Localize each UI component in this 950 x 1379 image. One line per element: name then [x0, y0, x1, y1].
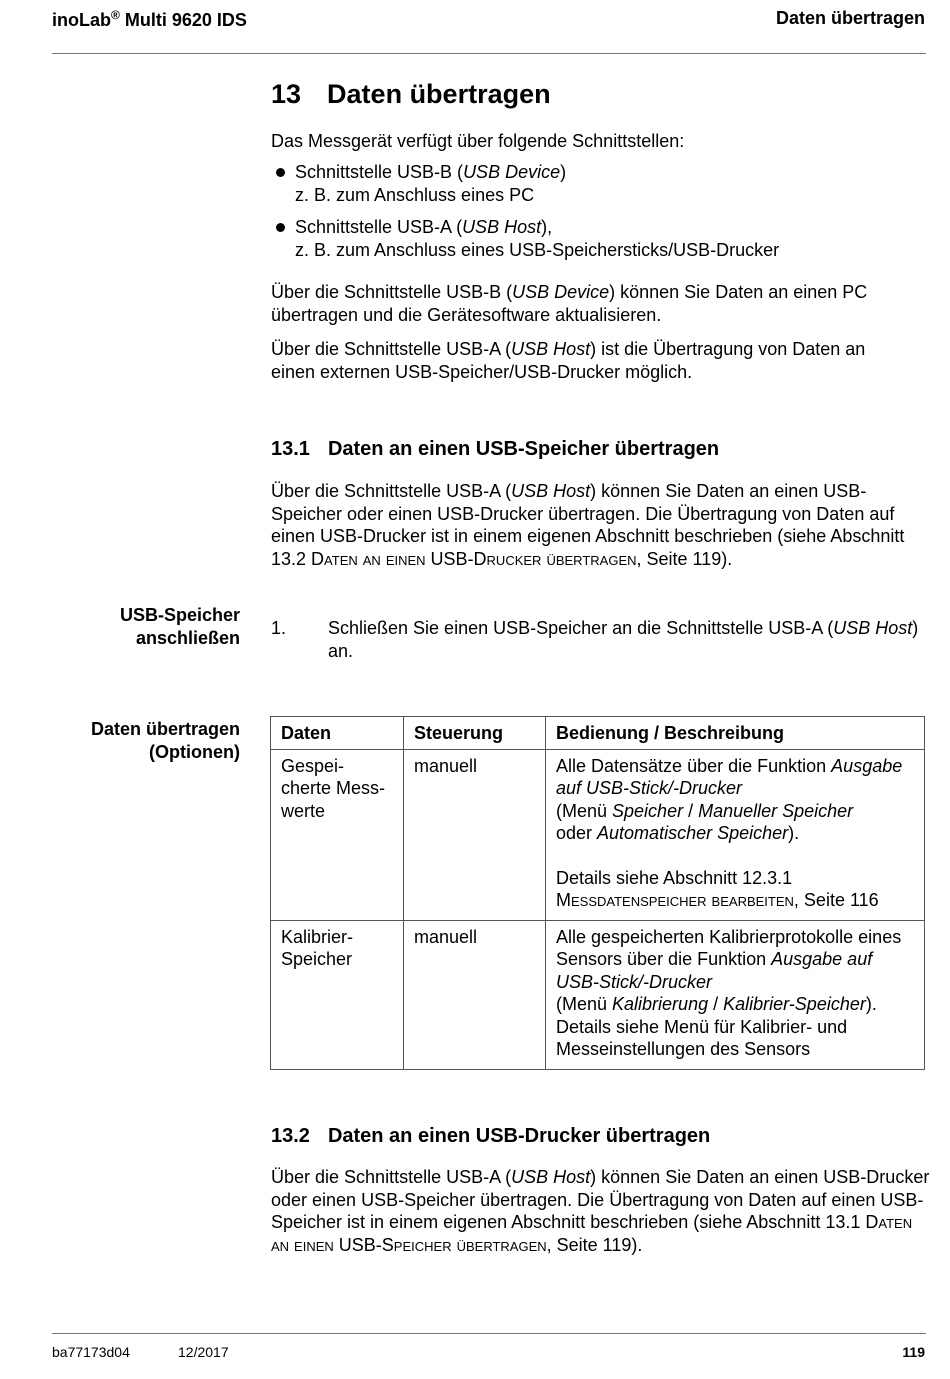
footer-date: 12/2017	[178, 1344, 229, 1360]
table-row	[271, 749, 925, 920]
subsection-heading-13-2: 13.2 Daten an einen USB-Drucker übertragen	[271, 1125, 711, 1147]
bullet-icon	[276, 168, 285, 177]
cell-control: manuell	[404, 920, 546, 1069]
cell-description: Alle gespeicherten Kalibrierprotokolle eines Sensors über die Funktion Ausgabe auf USB-Stick/-Drucker (Menü Kalibrierung / Kalibrier-Speicher). Details siehe Menü für Kalibrier- und Messeinstellungen des Sensors	[546, 920, 925, 1069]
paragraph-13-2: Über die Schnittstelle USB-A (USB Host) können Sie Daten an einen USB-Drucker oder einen USB-Speicher übertragen. Die Übertragung von Daten auf einen USB-Speicher ist in einem eigenen Abschnitt beschrieben (siehe Abschnitt 13.1 Daten an einen USB-Speicher übertragen, Seite 119).	[271, 1167, 930, 1255]
options-table	[270, 716, 925, 1070]
side-heading-options: Daten übertragen (Optionen)	[90, 719, 240, 762]
footer-rule	[52, 1333, 926, 1334]
cell-data: Gespei- cherte Mess- werte	[271, 749, 404, 920]
header-steuerung: Steuerung	[404, 717, 546, 750]
table-row	[271, 920, 925, 1069]
header-product: inoLab® Multi 9620 IDS	[52, 8, 247, 30]
bullet-usb-b: Schnittstelle USB-B (USB Device) z. B. zum Anschluss eines PC	[271, 161, 931, 206]
subsection-heading-13-1: 13.1 Daten an einen USB-Speicher übertragen	[271, 438, 720, 460]
header-bedienung: Bedienung / Beschreibung	[546, 717, 925, 750]
table-header-row	[271, 717, 925, 750]
bullet-icon	[276, 223, 285, 232]
header-rule	[52, 53, 926, 54]
bullet-usb-a: Schnittstelle USB-A (USB Host), z. B. zum Anschluss eines USB-Speichersticks/USB-Drucker	[271, 216, 931, 261]
cell-description: Alle Datensätze über die Funktion Ausgabe auf USB-Stick/-Drucker (Menü Speicher / Manueller Speicher oder Automatischer Speicher). Details siehe Abschnitt 12.3.1 Messdatenspeicher bearbeiten, Seite 116	[546, 749, 925, 920]
paragraph-usb-a: Über die Schnittstelle USB-A (USB Host) ist die Übertragung von Daten an einen externen USB-Speicher/USB-Drucker möglich.	[271, 339, 866, 382]
side-heading-connect: USB-Speicher anschließen	[119, 605, 240, 648]
paragraph-usb-b: Über die Schnittstelle USB-B (USB Device) können Sie Daten an einen PC übertragen und die Gerätesoftware aktualisieren.	[271, 282, 868, 325]
section-heading: 13 Daten übertragen	[271, 79, 551, 109]
header-daten: Daten	[271, 717, 404, 750]
paragraph-13-1: Über die Schnittstelle USB-A (USB Host) können Sie Daten an einen USB-Speicher oder einen USB-Drucker übertragen. Die Übertragung von Daten auf einen USB-Drucker ist in einem eigenen Abschnitt beschrieben (siehe Abschnitt 13.2 Daten an einen USB-Drucker übertragen, Seite 119).	[271, 481, 905, 569]
section-intro: Das Messgerät verfügt über folgende Schnittstellen:	[271, 131, 685, 151]
header-chapter: Daten übertragen	[775, 8, 925, 28]
footer-doc-id: ba77173d04	[52, 1344, 130, 1360]
cell-data: Kalibrier- Speicher	[271, 920, 404, 1069]
footer-page-number: 119	[902, 1344, 925, 1360]
step-1: 1. Schließen Sie einen USB-Speicher an die Schnittstelle USB-A (USB Host) an.	[271, 618, 919, 661]
cell-control: manuell	[404, 749, 546, 920]
